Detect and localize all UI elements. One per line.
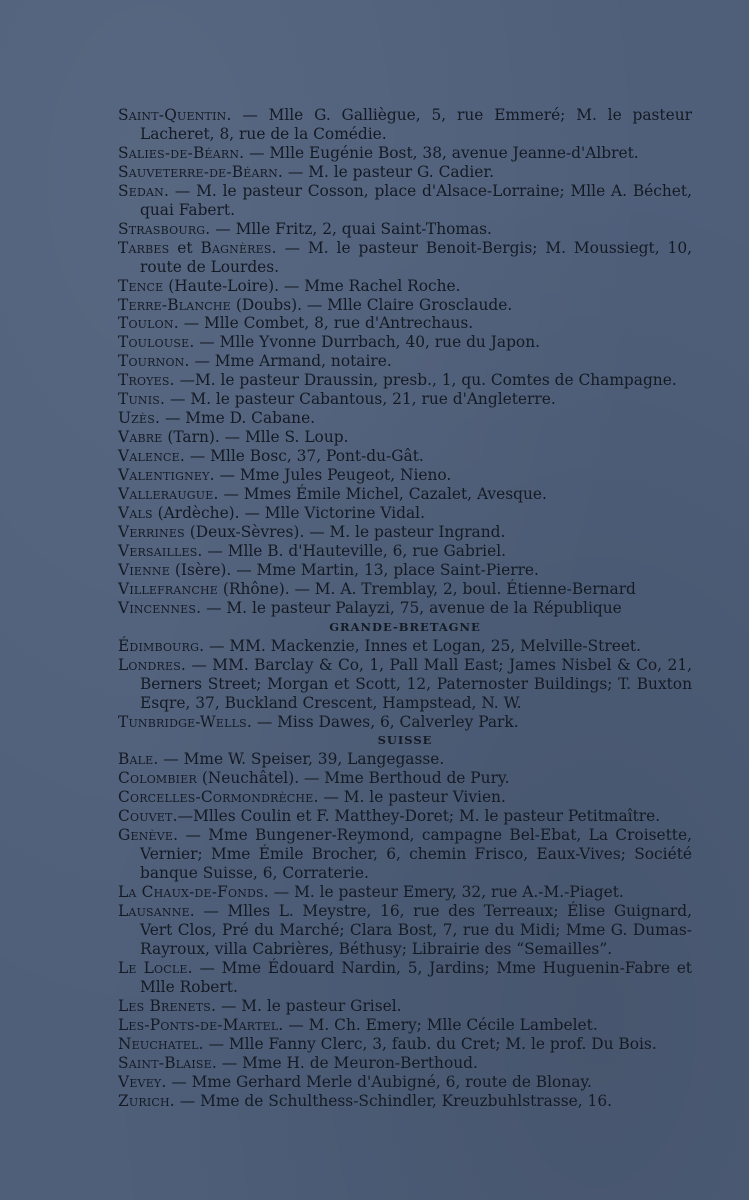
directory-entry: [118, 390, 692, 409]
entry-text: — Mme H. de Meuron-Berthoud.: [216, 1053, 478, 1072]
place-name: Bale.: [118, 750, 159, 769]
entry-text: — Mme D. Cabane.: [160, 409, 316, 428]
entry-text: — Mme Édouard Nardin, 5, Jardins; Mme Huguenin-Fabre et Mlle Robert.: [140, 958, 692, 996]
directory-entry: [118, 1054, 692, 1073]
directory-entry: [118, 959, 692, 997]
place-name: Colombier: [118, 769, 197, 788]
entry-text: — Mlle G. Galliègue, 5, rue Emmeré; M. le pasteur Lacheret, 8, rue de la Comédie.: [140, 106, 692, 143]
directory-entry: [118, 1092, 692, 1111]
directory-entry: [118, 599, 692, 618]
directory-entry: [118, 277, 692, 296]
entry-text: — M. le pasteur Cosson, place d'Alsace-Lorraine; Mlle A. Béchet, quai Fabert.: [140, 181, 692, 219]
place-name: Tunis.: [118, 390, 166, 409]
place-name: Salies-de-Béarn.: [118, 143, 245, 162]
place-name: Le Locle.: [118, 958, 193, 977]
directory-entry: [118, 371, 692, 390]
entry-text: — MM. Barclay & Co, 1, Pall Mall East; James Nisbel & Co, 21, Berners Street; Morgan et Scott, 12, Paternoster Buildings; T. Buxton Esqre, 37, Buckland Crescent, Hampstead, N. W.: [140, 655, 692, 712]
place-name: Londres.: [118, 655, 187, 674]
place-name: Couvet.: [118, 807, 178, 826]
directory-entry: [118, 466, 692, 485]
entry-text: — Mlles L. Meystre, 16, rue des Terreaux; Élise Guignard, Vert Clos, Pré du Marché; Clara Bost, 7, rue du Midi; Mme G. Dumas-Rayroux, villa Cabrières, Béthusy; Librairie des “Semailles”.: [140, 902, 692, 958]
directory-entry: [118, 1035, 692, 1054]
entry-text: — M. le pasteur Emery, 32, rue A.-M.-Piaget.: [268, 883, 624, 902]
directory-entry: [118, 409, 692, 428]
place-name: Terre-Blanche: [118, 295, 231, 314]
entry-text: — Mlle Fanny Clerc, 3, faub. du Cret; M. le prof. Du Bois.: [203, 1034, 657, 1053]
directory-entry: [118, 580, 692, 599]
directory-entry: [118, 428, 692, 447]
directory-entry: [118, 826, 692, 883]
directory-list: [118, 106, 692, 1111]
entry-text: —M. le pasteur Draussin, presb., 1, qu. Comtes de Champagne.: [174, 371, 677, 390]
entry-text: — Mlle Yvonne Durrbach, 40, rue du Japon.: [194, 333, 541, 352]
place-name: Vevey.: [118, 1072, 167, 1091]
place-name: Sauveterre-de-Béarn.: [118, 162, 284, 181]
entry-text: — Mmes Émile Michel, Cazalet, Avesque.: [218, 485, 547, 504]
directory-entry: [118, 542, 692, 561]
directory-entry: [118, 447, 692, 466]
place-name: Tournon.: [118, 352, 190, 371]
entry-text: (Ardèche). — Mlle Victorine Vidal.: [152, 504, 425, 523]
entry-text: (Rhône). — M. A. Tremblay, 2, boul. Étienne-Bernard: [218, 579, 636, 598]
directory-entry: [118, 333, 692, 352]
place-name: Verrines: [118, 522, 185, 541]
place-name: Édimbourg.: [118, 636, 205, 655]
entry-text: — Mme de Schulthess-Schindler, Kreuzbuhlstrasse, 16.: [174, 1091, 613, 1110]
entry-text: (Isère). — Mme Martin, 13, place Saint-Pierre.: [169, 560, 539, 579]
directory-entry: [118, 788, 692, 807]
directory-entry: [118, 656, 692, 713]
place-name: Sedan.: [118, 181, 170, 200]
directory-entry: [118, 352, 692, 371]
entry-text: et: [169, 238, 201, 257]
place-name: Saint-Blaise.: [118, 1053, 217, 1072]
entry-text: — M. le pasteur Palayzi, 75, avenue de la République: [201, 598, 622, 617]
directory-entry: [118, 163, 692, 182]
directory-entry: [118, 182, 692, 220]
directory-entry: [118, 106, 692, 144]
entry-text: — Mlle Eugénie Bost, 38, avenue Jeanne-d'Albret.: [244, 143, 639, 162]
entry-text: — Mlle B. d'Hauteville, 6, rue Gabriel.: [202, 541, 507, 560]
place-name: Tunbridge-Wells.: [118, 712, 252, 731]
entry-text: — Mme Bungener-Reymond, campagne Bel-Ebat, La Croisette, Vernier; Mme Émile Brocher, 6, chemin Frisco, Eaux-Vives; Société banque Suisse, 6, Corraterie.: [140, 826, 692, 883]
place-name: Corcelles-Cormondrèche.: [118, 788, 319, 807]
entry-text: (Tarn). — Mlle S. Loup.: [162, 428, 349, 447]
place-name: Genève.: [118, 826, 179, 845]
place-name: Valence.: [118, 447, 185, 466]
place-name: Valentigney.: [118, 466, 215, 485]
place-name: Saint-Quentin.: [118, 106, 232, 124]
place-name: Tarbes: [118, 238, 170, 257]
entry-text: — Mlle Fritz, 2, quai Saint-Thomas.: [210, 219, 492, 238]
entry-text: — M. le pasteur Benoit-Bergis; M. Moussiegt, 10, route de Lourdes.: [140, 238, 693, 276]
place-name: Les Brenets.: [118, 996, 217, 1015]
place-name: Vabre: [118, 428, 163, 447]
place-name: Lausanne.: [118, 902, 195, 921]
directory-entry: [118, 485, 692, 504]
place-name: Neuchatel.: [118, 1034, 204, 1053]
directory-entry: [118, 220, 692, 239]
entry-text: —Mlles Coulin et F. Matthey-Doret; M. le pasteur Petitmaître.: [177, 807, 661, 826]
entry-text: — Mlle Combet, 8, rue d'Antrechaus.: [178, 314, 474, 333]
directory-entry: [118, 239, 692, 277]
entry-text: — MM. Mackenzie, Innes et Logan, 25, Melville-Street.: [204, 636, 642, 655]
directory-entry: [118, 637, 692, 656]
place-name: La Chaux-de-Fonds.: [118, 883, 269, 902]
directory-entry: [118, 144, 692, 163]
directory-entry: [118, 713, 692, 732]
entry-text: — Miss Dawes, 6, Calverley Park.: [251, 712, 519, 731]
place-name: Bagnères.: [200, 238, 277, 257]
place-name: Zurich.: [118, 1091, 175, 1110]
place-name: Valleraugue.: [118, 485, 219, 504]
place-name: Vals: [118, 504, 153, 523]
entry-text: — M. le pasteur Vivien.: [318, 788, 506, 807]
place-name: Troyes.: [118, 371, 175, 390]
place-name: Toulon.: [118, 314, 179, 333]
directory-entry: [118, 523, 692, 542]
directory-entry: [118, 504, 692, 523]
country-heading: SUISSE: [377, 733, 433, 748]
place-name: Vienne: [118, 560, 170, 579]
entry-text: — M. le pasteur G. Cadier.: [283, 162, 494, 181]
place-name: Tence: [118, 276, 164, 295]
directory-entry: [118, 1073, 692, 1092]
entry-text: — Mme W. Speiser, 39, Langegasse.: [158, 750, 445, 769]
directory-entry: [118, 314, 692, 333]
entry-text: — Mlle Bosc, 37, Pont-du-Gât.: [184, 447, 424, 466]
entry-text: — M. le pasteur Cabantous, 21, rue d'Angleterre.: [165, 390, 556, 409]
directory-entry: [118, 750, 692, 769]
directory-entry: [118, 561, 692, 580]
place-name: Villefranche: [118, 579, 219, 598]
entry-text: — M. Ch. Emery; Mlle Cécile Lambelet.: [283, 1015, 598, 1034]
directory-entry: [118, 997, 692, 1016]
directory-entry: [118, 296, 692, 315]
directory-entry: [118, 883, 692, 902]
directory-entry: [118, 1016, 692, 1035]
entry-text: — Mme Armand, notaire.: [189, 352, 392, 371]
entry-text: (Doubs). — Mlle Claire Grosclaude.: [230, 295, 513, 314]
entry-text: (Haute-Loire). — Mme Rachel Roche.: [163, 276, 461, 295]
entry-text: — M. le pasteur Grisel.: [216, 996, 402, 1015]
entry-text: — Mme Gerhard Merle d'Aubigné, 6, route de Blonay.: [166, 1072, 592, 1091]
place-name: Strasbourg.: [118, 219, 211, 238]
entry-text: (Deux-Sèvres). — M. le pasteur Ingrand.: [184, 522, 506, 541]
place-name: Vincennes.: [118, 598, 202, 617]
directory-entry: [118, 769, 692, 788]
place-name: Versailles.: [118, 541, 203, 560]
entry-text: — Mme Jules Peugeot, Nieno.: [214, 466, 452, 485]
country-heading: GRANDE-BRETAGNE: [329, 619, 481, 634]
place-name: Les-Ponts-de-Martel.: [118, 1015, 284, 1034]
place-name: Toulouse.: [118, 333, 195, 352]
directory-entry: [118, 902, 692, 959]
place-name: Uzès.: [118, 409, 161, 428]
entry-text: (Neuchâtel). — Mme Berthoud de Pury.: [196, 769, 510, 788]
directory-entry: [118, 807, 692, 826]
